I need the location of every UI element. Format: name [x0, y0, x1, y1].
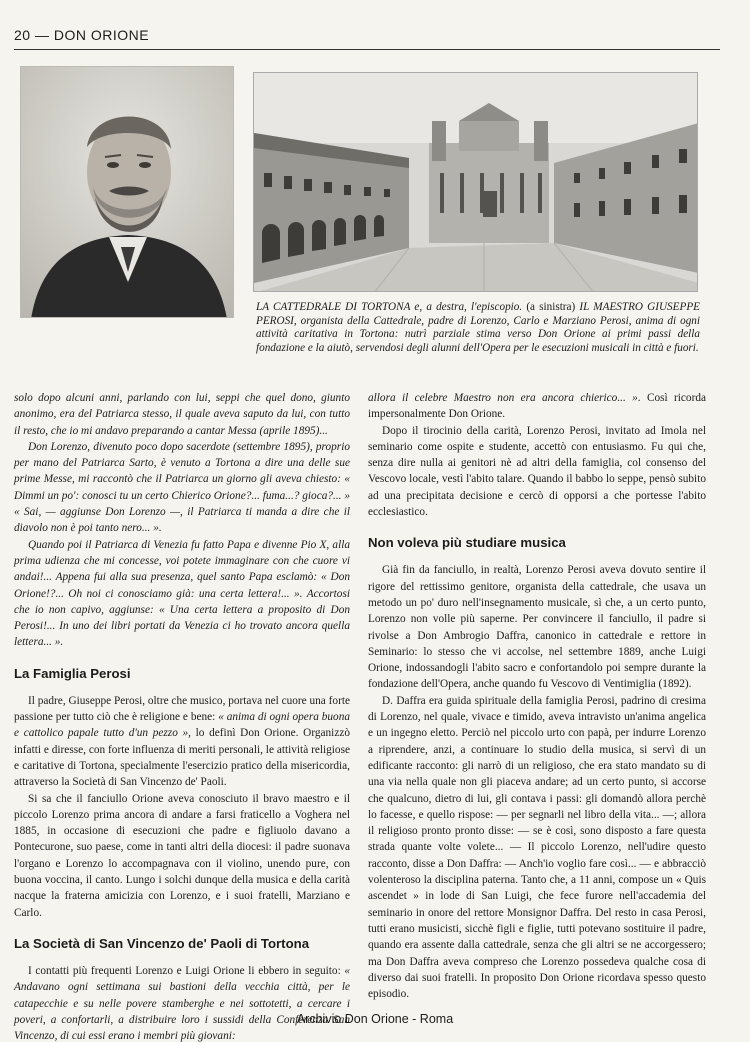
caption-part-3: IL MAESTRO GIUSEPPE PEROSI, organista della Cattedrale, padre di Lorenzo, Carlo e Marziano Perosi, anima di ogni attività caritativa in Tortona: nutrì parziale stima verso Don Orione ai primi passi della fondazione e la aiutò, servendosi degli alunni dell'Opera per le esecuzioni musicali in città e fuori.	[256, 301, 700, 354]
left-paragraph-1: solo dopo alcuni anni, parlando con lui, seppi che quel dono, giunto anonimo, era del Patriarca stesso, il quale aveva saputo da lui, con tutto il resto, che io mi andavo preparando a cantar Messa (aprile 1895)...	[14, 392, 350, 437]
cathedral-drawing	[254, 73, 698, 292]
right-paragraph-3: Già fin da fanciullo, in realtà, Lorenzo Perosi aveva dovuto sentire il rigore del rettissimo genitore, organista della cattedrale, che usava un metodo un po' duro nell'insegnamento musicale, sì che, a un certo punto, Lorenzo non volle più saperne. Per convincere il fanciullo, il padre si rivolse a Don Ambrogio Daffra, canonico in cattedrale e rettore in Seminario: lo stesso che vi accolse, nel settembre 1889, anche Luigi Orione, indossandogli l'abito sacro e confortandolo poi sempre durante la fondazione dell'Opera, anche quando fu Vescovo di Ventimiglia (1892).	[368, 564, 706, 691]
portrait-photo	[20, 66, 234, 318]
left-paragraph-4b: « anima di ogni opera buona e cattolico papale tutto d'un pezzo »	[14, 711, 350, 740]
right-paragraph-1b: . Così ricorda impersonalmente Don Orione.	[368, 392, 707, 421]
header-line	[14, 27, 149, 43]
footer-archive: Archivio Don Orione - Roma	[296, 1012, 454, 1026]
right-column	[368, 390, 706, 1002]
right-paragraph-2: Dopo il tirocinio della carità, Lorenzo Perosi, invitato ad Imola nel seminario come ospite e studente, accettò con entusiasmo. Fu qui che, senza dire nulla ai genitori nè ad altri della famiglia, col consenso del Vescovo locale, vestì l'abito talare. Quando il babbo lo seppe, pensò subito ad una precipitata decisione e cercò di opporsi a che portesse l'abito ecclesiastico.	[368, 424, 706, 519]
left-paragraph-3: Quando poi il Patriarca di Venezia fu fatto Papa e divenne Pio X, alla prima udienza che mi concesse, voi potete immaginare con che cuore vi andai!... Appena fui alla sua presenza, quel santo Papa esclamò: « Don Orione!?... Oh noi ci conosciamo già: una certa lettera!... ». Accortosi che io non capivo, aggiunse: « Una certa lettera a proposito di Don Perosi!... In uno dei libri portati da Venezia ci ho trovato ancora quella lettera... ».	[14, 538, 350, 649]
left-paragraph-6b: « Andavano ogni settimana sui bastioni della vecchia città, per le catapecchie e su nelle povere stamberghe e nei sottotetti, a cercare i poveri, a confortarli, a distribuire loro i sussidi della Conferenza San Vincenzo, di cui essi erano i membri più giovani:	[14, 964, 350, 1042]
right-paragraph-4: D. Daffra era guida spirituale della famiglia Perosi, padrino di cresima di Lorenzo, nel quale, vivace e timido, aveva intravisto un'anima angelica e un ingegno eletto. Perciò nel piccolo urto con papà, per indurre Lorenzo a riprendere, anzi, a continuare lo studio della musica, si servì di un edificante racconto: gli narrò di un religioso, che era stato mandato su di una via nella quale non gli piaceva andare; ad un certo punto, si accorse che qualcuno, dietro di lui, gli contava i passi: gli domandò allora perchè lo facesse, e quello rispose: — per segnarli nel libro della vita... —; allora il religioso pronto pronto disse: — se è così, sono disposto a fare questa strada quante volte volete... — Il piccolo Lorenzo, nell'udire questo racconto, disse a Don Daffra: — Anch'io voglio fare così... — e abbracciò volenteroso la disciplina paterna. Tanto che, a 11 anni, compose un « Quis ascendet » in lode di San Luigi, che fece furore nell'accademia del seminario in onore del rettore Monsignor Daffra. Del resto in casa Perosi, tutti erano musicisti, sicchè figli e figlie, tutti potevano sostituire il padre, quando era assente dalla cattedrale, senza che gli altri se ne accorgessero; ma Don Daffra aveva compreso che Lorenzo possedeva qualche cosa di diverso dai suoi fratelli. In proposito Don Orione ricordava spesso questo episodio.	[368, 694, 706, 1001]
right-paragraph-1a: allora il celebre Maestro non era ancora chierico... »	[368, 392, 638, 404]
caption-part-2: (a sinistra)	[522, 301, 580, 313]
right-paragraph-1	[368, 390, 706, 423]
page-number: 20	[14, 27, 31, 43]
left-paragraph-4a: Il padre, Giuseppe Perosi, oltre che musico, portava nel cuore una forte passione per tutto ciò che è religione e bene:	[14, 694, 350, 724]
cathedral-photo	[253, 72, 698, 292]
left-paragraph-4c: , lo definì Don Orione. Organizzò infatti e diresse, con forte influenza di meriti personali, le attività religiose e caritative di Tortona, specialmente l'esercizio pratico della misericordia, attraverso la Società di San Vincenzo de' Paoli.	[14, 727, 351, 789]
photo-caption	[256, 301, 700, 355]
header-separator: —	[34, 27, 50, 43]
left-paragraph-2: Don Lorenzo, divenuto poco dopo sacerdote (settembre 1895), proprio per mano del Patriarca Sarto, è venuto a Tortona a dire una delle sue prime Messe, mi raccontò che il Patriarca un giorno gli aveva chiesto: « Dimmi un po': conosci tu un certo Chierico Orione?... fuma...? gioca?... » « Sai, — aggiunse Don Lorenzo —, il Patriarca ti manda a dire che il diavolo non è poi tanto nero... ».	[14, 440, 350, 535]
left-paragraph-6	[14, 963, 350, 1042]
running-header	[14, 24, 720, 50]
heading-societa-san-vincenzo: La Società di San Vincenzo de' Paoli di Tortona	[14, 935, 310, 951]
heading-famiglia-perosi: La Famiglia Perosi	[14, 665, 131, 681]
caption-part-1: LA CATTEDRALE DI TORTONA e, a destra, l'episcopio.	[256, 301, 523, 313]
portrait-drawing	[21, 67, 234, 318]
left-paragraph-5: Si sa che il fanciullo Orione aveva conosciuto il bravo maestro e il piccolo Lorenzo prima ancora di andare a farsi fraticello a Voghera nel 1885, in occasione di esecuzioni che padre e figliuolo davano a Pontecurone, suo paese, come in tanti altri della diocesi: il padre suonava l'organo e Lorenzo lo accompagnava con il violino, unendo pure, con buona voccina, il canto. Lungo i solchi dunque della musica e della carità nacque la fraterna amicizia con Lorenzo, e i suoi fratelli, Marziano e Carlo.	[14, 792, 350, 919]
left-column	[14, 390, 350, 1042]
left-paragraph-4	[14, 693, 350, 791]
running-title: DON ORIONE	[53, 27, 150, 43]
left-paragraph-6a: I contatti più frequenti Lorenzo e Luigi Orione li ebbero in seguito:	[28, 964, 345, 977]
heading-studiare-musica: Non voleva più studiare musica	[368, 535, 566, 551]
